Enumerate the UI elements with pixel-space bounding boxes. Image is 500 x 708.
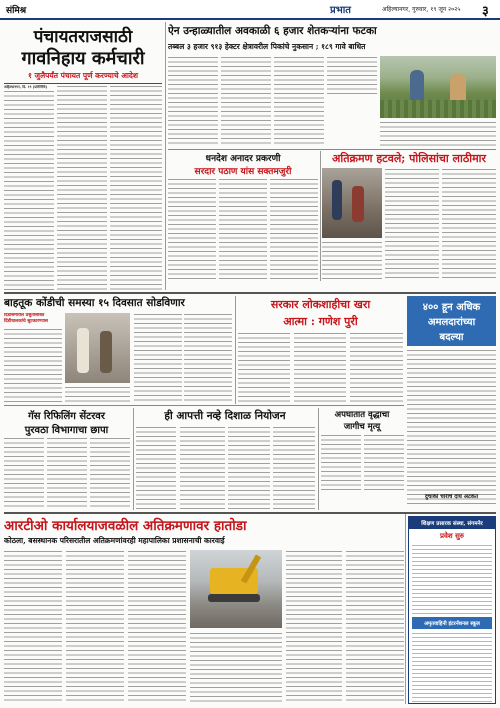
gas-headline-1: गॅस रिफिलिंग सेंटरवर xyxy=(28,411,105,422)
column-divider xyxy=(235,296,236,404)
aapatti-headline: ही आपत्ती नव्हे दिशाळ नियोजन xyxy=(164,410,286,422)
column-divider xyxy=(165,22,166,290)
demolition-photo xyxy=(190,550,282,628)
transfers-headline-2: अमलदारांच्या xyxy=(427,317,476,328)
sardar-body-col3 xyxy=(270,178,318,280)
aapatti-body-col3 xyxy=(228,426,270,510)
panchayat-body-col3 xyxy=(110,85,162,290)
heat-hit-body-col2 xyxy=(221,56,271,146)
kondi-body-col1 xyxy=(4,328,62,402)
column-divider xyxy=(320,151,321,281)
school-advertisement xyxy=(408,516,496,704)
protest-photo xyxy=(322,168,382,238)
bike-theft-headline: दुचाकी चोरीचे दोघे अटकेत xyxy=(424,494,479,500)
page-header xyxy=(0,0,500,20)
transfers-headline-box xyxy=(407,296,496,346)
sardar-subhead: सरदार पठाण यांस सक्तमजुरी xyxy=(194,167,292,177)
rto-body-col4 xyxy=(190,632,282,702)
rto-subhead: कोठला, बसस्थानक परिसरातील अतिक्रमणांवरही महापालिका प्रशासनाची कारवाई xyxy=(4,536,225,545)
kondi-body-col3 xyxy=(184,313,232,402)
sarkar-body-col1 xyxy=(238,332,290,402)
gas-body-col2 xyxy=(47,437,87,509)
apghat-body-col1 xyxy=(321,434,361,492)
rto-headline: आरटीओ कार्यालयाजवळील अतिक्रमणावर हातोडा xyxy=(4,518,247,534)
brand-name: प्रभात xyxy=(330,5,352,16)
issue-date: अहिल्यानगर, गुरुवार, १९ जून २०२५ xyxy=(382,6,461,13)
apghat-body-col2 xyxy=(364,434,404,492)
apghat-headline-2: जागीच मृत्यू xyxy=(343,422,381,432)
section-divider xyxy=(4,292,496,294)
aapatti-body-col1 xyxy=(136,426,176,510)
gas-body-col1 xyxy=(4,437,44,509)
heat-hit-body-col3 xyxy=(274,56,324,146)
sarkar-headline: सरकार लोकशाहीचा खरा xyxy=(270,298,371,311)
kondi-headline: बाहतूक कोंडीची समस्या १५ दिवसात सोडविणार xyxy=(4,297,185,309)
section-divider xyxy=(4,405,404,406)
farm-field-photo xyxy=(380,56,496,118)
apghat-headline-1: अपघातात वृद्धाचा xyxy=(334,410,390,420)
school-ad-header xyxy=(409,517,495,529)
school-ad-admission: प्रवेश सुरु xyxy=(440,531,464,540)
section-divider xyxy=(4,512,496,514)
sardar-body-col2 xyxy=(219,178,267,280)
gas-headline-2: पुरवठा विभागाचा छापा xyxy=(24,425,109,436)
rto-body-col1 xyxy=(4,550,62,702)
school-ad-title-2: अमृतवाहिनी इंटरनॅशनल स्कूल xyxy=(424,621,480,627)
heat-hit-subhead: तब्बल ३ हजार ९१३ हेक्टर क्षेत्रावरील पिकांचे नुकसान ; १८९ गावे बाधित xyxy=(168,42,366,51)
lathi-body-col1 xyxy=(385,168,439,280)
heat-hit-body-col1 xyxy=(168,56,218,146)
rto-body-col5 xyxy=(286,550,342,702)
rto-body-col6 xyxy=(346,550,404,702)
sarkar-body-col2 xyxy=(294,332,346,402)
section-divider xyxy=(168,149,496,150)
school-ad-details xyxy=(412,632,492,704)
school-ad-banner xyxy=(412,617,492,629)
rto-body-col3 xyxy=(128,550,186,702)
sardar-headline: धनदेश अनादर प्रकरणी xyxy=(205,154,281,164)
column-divider xyxy=(405,514,406,704)
column-divider xyxy=(318,408,319,510)
kondi-body-col2 xyxy=(134,313,182,402)
kondi-subhead: दिंडीसमोरील प्रसुतीसोबत दिंडीचालकांचे सुटकारण्यास xyxy=(4,313,48,324)
lathi-body-col0 xyxy=(322,241,382,280)
lathi-headline: अतिक्रमण हटवले; पोलिसांचा लाठीमार xyxy=(331,152,486,165)
heat-hit-body-col5 xyxy=(380,121,496,147)
lathi-body-col2 xyxy=(442,168,496,280)
transfers-headline-3: बदल्या xyxy=(439,332,464,343)
transfers-body xyxy=(407,349,496,504)
page-number: ३ xyxy=(482,4,489,19)
transfers-headline-1: ४०० हून अधिक xyxy=(422,302,481,313)
panchayat-subhead: १ जुलैपर्यंत पंचायत पूर्ण करण्याचे आदेश xyxy=(4,71,162,84)
sardar-body-col1 xyxy=(168,178,216,280)
kondi-body-col4 xyxy=(65,386,130,402)
panchayat-body-col1 xyxy=(4,85,54,290)
gas-body-col3 xyxy=(90,437,130,509)
heat-hit-body-col4 xyxy=(327,56,377,94)
panchayat-headline-2: गावनिहाय कर्मचारी xyxy=(21,48,145,69)
sarkar-subhead: आत्मा : गणेश पुरी xyxy=(283,315,358,328)
school-ad-title: शिक्षण प्रसारक संस्था, संगमनेर xyxy=(421,521,483,527)
aapatti-body-col2 xyxy=(180,426,225,510)
traffic-meeting-photo xyxy=(65,313,130,383)
panchayat-body-col2 xyxy=(57,85,107,290)
panchayat-dateline: अहिल्यानगर, दि. १९ (प्रतिनिधि) xyxy=(4,85,48,89)
school-ad-text xyxy=(412,544,492,614)
section-name: संमिश्र xyxy=(6,6,27,16)
aapatti-body-col4 xyxy=(273,426,315,510)
column-divider xyxy=(133,408,134,510)
rto-body-col2 xyxy=(66,550,124,702)
panchayat-headline-1: पंचायतराजसाठी xyxy=(33,27,133,47)
sarkar-body-col3 xyxy=(350,332,403,402)
heat-hit-headline: ऐन उन्हाळ्यातील अवकाळी ६ हजार शेतकऱ्यांना फटका xyxy=(168,25,377,37)
